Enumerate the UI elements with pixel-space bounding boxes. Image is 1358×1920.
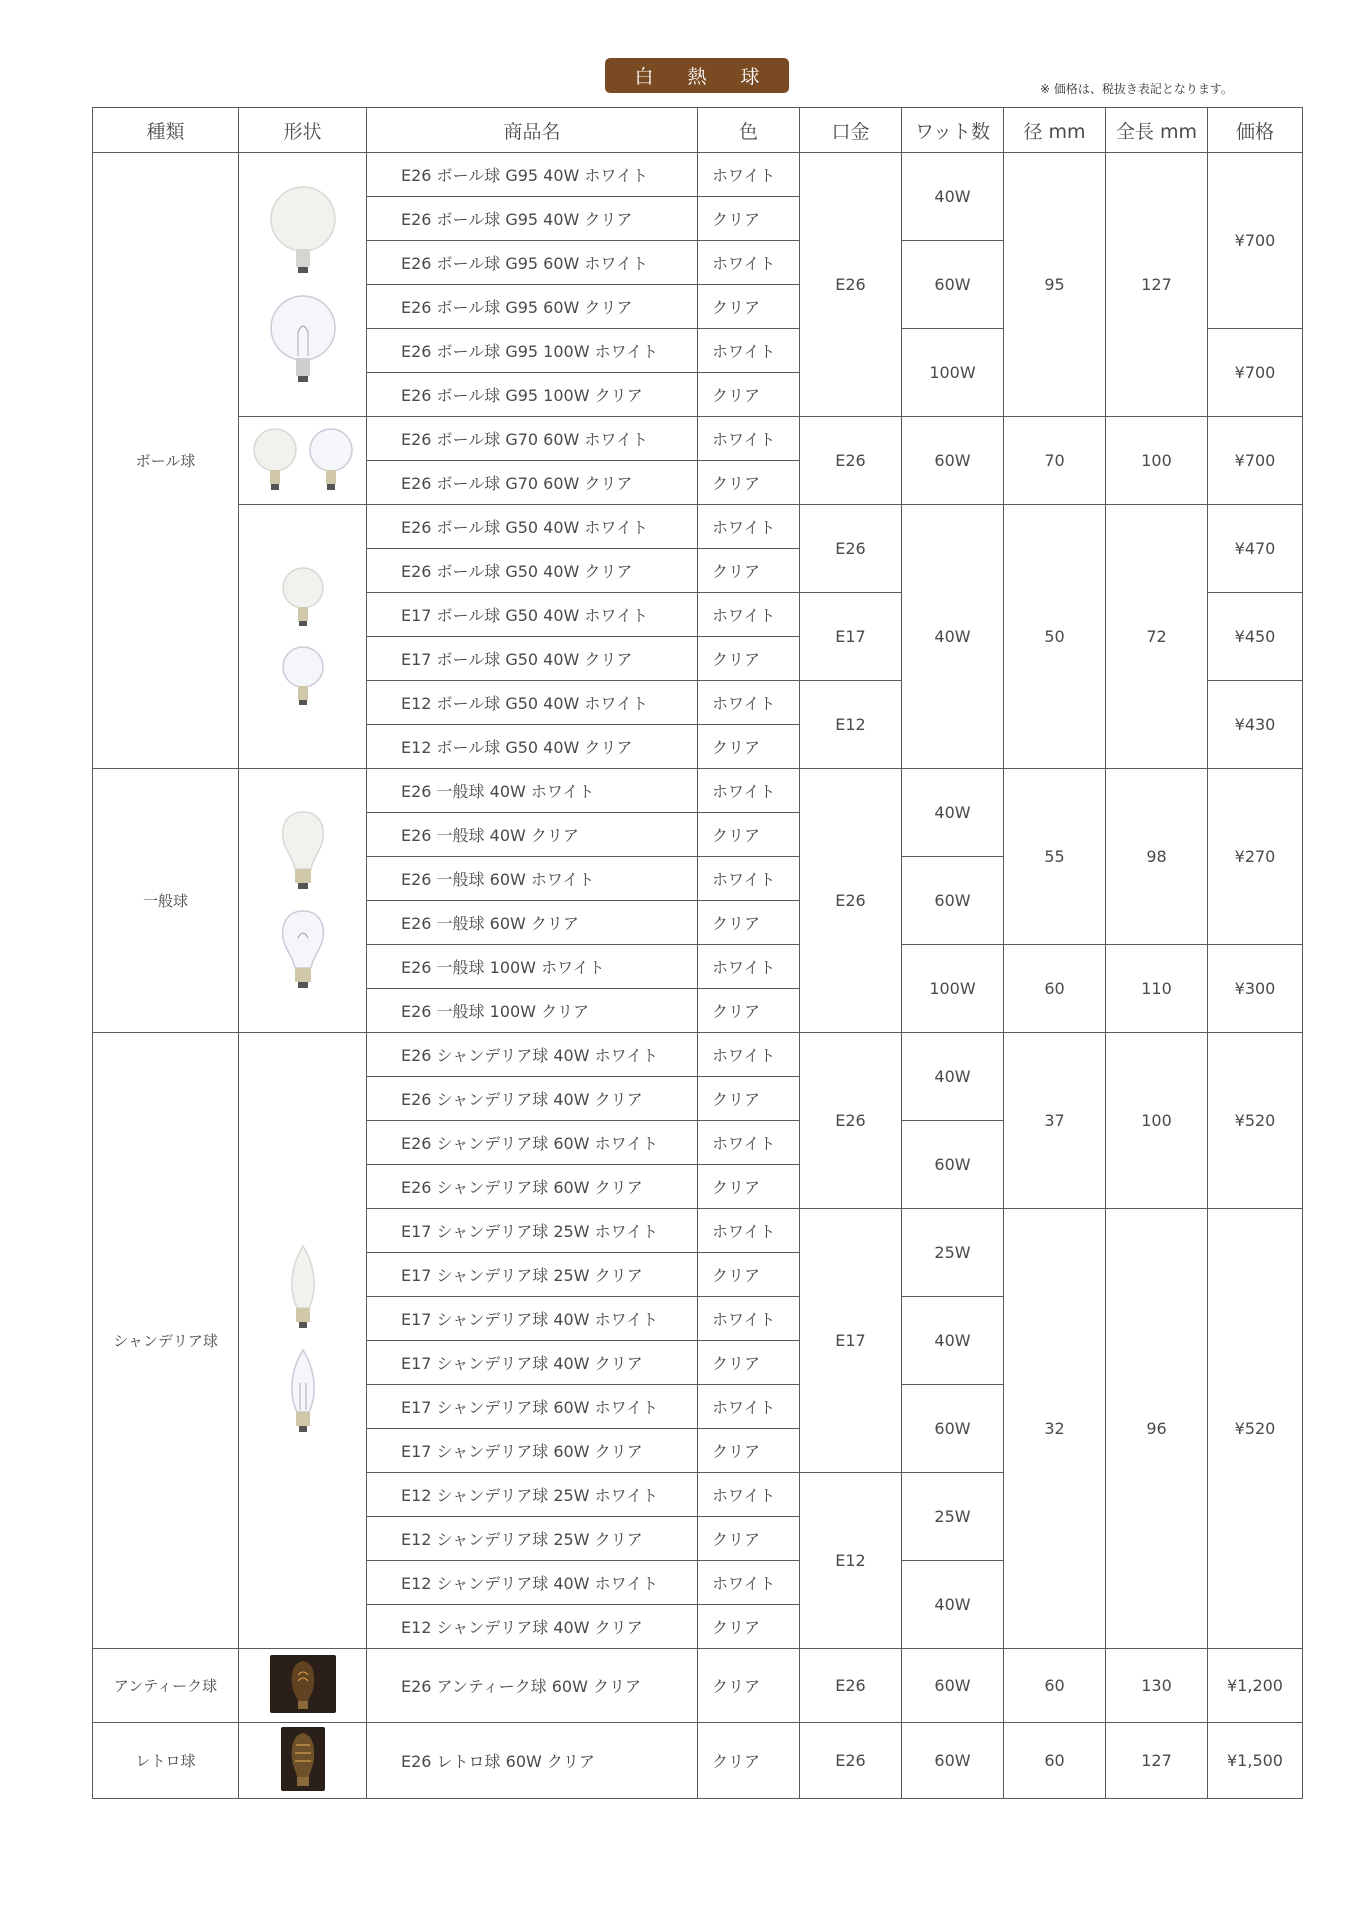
product-name: E26 一般球 100W クリア xyxy=(367,989,698,1033)
product-name: E26 シャンデリア球 40W ホワイト xyxy=(367,1033,698,1077)
diameter-cell: 70 xyxy=(1004,417,1106,505)
product-color: クリア xyxy=(698,1605,800,1649)
price-cell: ¥1,200 xyxy=(1208,1649,1303,1723)
bulb-g70-clear-icon xyxy=(308,426,354,496)
product-name: E26 ボール球 G95 40W クリア xyxy=(367,197,698,241)
col-header-diameter: 径 mm xyxy=(1004,108,1106,153)
product-color: クリア xyxy=(698,197,800,241)
product-name: E26 ボール球 G95 100W ホワイト xyxy=(367,329,698,373)
shape-cell xyxy=(239,1033,367,1649)
diameter-cell: 55 xyxy=(1004,769,1106,945)
price-cell: ¥470 xyxy=(1208,505,1303,593)
product-name: E12 シャンデリア球 25W クリア xyxy=(367,1517,698,1561)
category-antique: アンティーク球 xyxy=(93,1649,239,1723)
product-color: ホワイト xyxy=(698,769,800,813)
wattage-cell: 100W xyxy=(902,329,1004,417)
length-cell: 72 xyxy=(1106,505,1208,769)
wattage-cell: 60W xyxy=(902,241,1004,329)
diameter-cell: 32 xyxy=(1004,1209,1106,1649)
wattage-cell: 60W xyxy=(902,1385,1004,1473)
product-color: クリア xyxy=(698,1077,800,1121)
product-color: クリア xyxy=(698,1649,800,1723)
product-name: E26 ボール球 G50 40W クリア xyxy=(367,549,698,593)
diameter-cell: 60 xyxy=(1004,1723,1106,1799)
product-name: E26 ボール球 G95 100W クリア xyxy=(367,373,698,417)
shape-cell xyxy=(239,505,367,769)
product-name: E12 シャンデリア球 25W ホワイト xyxy=(367,1473,698,1517)
table-header-row xyxy=(93,108,1303,153)
product-color: クリア xyxy=(698,725,800,769)
wattage-cell: 40W xyxy=(902,769,1004,857)
product-color: クリア xyxy=(698,1723,800,1799)
wattage-cell: 60W xyxy=(902,417,1004,505)
price-cell: ¥520 xyxy=(1208,1033,1303,1209)
bulb-a-white-icon xyxy=(278,809,328,894)
length-cell: 110 xyxy=(1106,945,1208,1033)
product-color: ホワイト xyxy=(698,1209,800,1253)
product-color: ホワイト xyxy=(698,1385,800,1429)
table-row xyxy=(93,1723,1303,1799)
base-cell: E26 xyxy=(800,1033,902,1209)
product-color: クリア xyxy=(698,901,800,945)
wattage-cell: 40W xyxy=(902,1297,1004,1385)
wattage-cell: 40W xyxy=(902,153,1004,241)
product-color: クリア xyxy=(698,637,800,681)
product-name: E17 シャンデリア球 40W ホワイト xyxy=(367,1297,698,1341)
product-name: E26 アンティーク球 60W クリア xyxy=(367,1649,698,1723)
bulb-g50-white-icon xyxy=(278,565,328,630)
product-name: E17 ボール球 G50 40W ホワイト xyxy=(367,593,698,637)
table-row xyxy=(93,153,1303,197)
table-row xyxy=(93,1649,1303,1723)
product-color: クリア xyxy=(698,1341,800,1385)
bulb-spec-table xyxy=(92,107,1303,1799)
product-name: E12 ボール球 G50 40W クリア xyxy=(367,725,698,769)
wattage-cell: 60W xyxy=(902,857,1004,945)
shape-cell xyxy=(239,769,367,1033)
col-header-color: 色 xyxy=(698,108,800,153)
shape-cell xyxy=(239,1649,367,1723)
wattage-cell: 60W xyxy=(902,1121,1004,1209)
product-name: E17 シャンデリア球 25W クリア xyxy=(367,1253,698,1297)
product-color: クリア xyxy=(698,1517,800,1561)
product-name: E26 一般球 40W クリア xyxy=(367,813,698,857)
product-name: E26 一般球 100W ホワイト xyxy=(367,945,698,989)
product-color: ホワイト xyxy=(698,1473,800,1517)
wattage-cell: 60W xyxy=(902,1723,1004,1799)
product-name: E17 シャンデリア球 60W クリア xyxy=(367,1429,698,1473)
product-color: ホワイト xyxy=(698,857,800,901)
product-name: E26 シャンデリア球 40W クリア xyxy=(367,1077,698,1121)
price-cell: ¥700 xyxy=(1208,153,1303,329)
product-name: E12 シャンデリア球 40W クリア xyxy=(367,1605,698,1649)
col-header-length: 全長 mm xyxy=(1106,108,1208,153)
product-color: ホワイト xyxy=(698,153,800,197)
col-header-price: 価格 xyxy=(1208,108,1303,153)
product-name: E17 シャンデリア球 25W ホワイト xyxy=(367,1209,698,1253)
product-color: ホワイト xyxy=(698,593,800,637)
shape-cell xyxy=(239,153,367,417)
price-cell: ¥300 xyxy=(1208,945,1303,1033)
section-title: 白 熱 球 xyxy=(634,66,774,88)
product-name: E26 ボール球 G70 60W ホワイト xyxy=(367,417,698,461)
base-cell: E17 xyxy=(800,1209,902,1473)
wattage-cell: 40W xyxy=(902,1561,1004,1649)
diameter-cell: 50 xyxy=(1004,505,1106,769)
product-name: E26 ボール球 G50 40W ホワイト xyxy=(367,505,698,549)
col-header-base: 口金 xyxy=(800,108,902,153)
col-header-type: 種類 xyxy=(93,108,239,153)
diameter-cell: 37 xyxy=(1004,1033,1106,1209)
product-color: ホワイト xyxy=(698,681,800,725)
product-color: クリア xyxy=(698,549,800,593)
category-general: 一般球 xyxy=(93,769,239,1033)
shape-cell xyxy=(239,417,367,505)
wattage-cell: 100W xyxy=(902,945,1004,1033)
product-name: E26 ボール球 G95 60W ホワイト xyxy=(367,241,698,285)
product-color: クリア xyxy=(698,373,800,417)
price-cell: ¥450 xyxy=(1208,593,1303,681)
table-row xyxy=(93,1033,1303,1077)
product-color: ホワイト xyxy=(698,241,800,285)
base-cell: E26 xyxy=(800,1723,902,1799)
table-row xyxy=(93,769,1303,813)
product-color: ホワイト xyxy=(698,1033,800,1077)
length-cell: 98 xyxy=(1106,769,1208,945)
product-name: E26 ボール球 G95 60W クリア xyxy=(367,285,698,329)
product-color: クリア xyxy=(698,285,800,329)
price-cell: ¥700 xyxy=(1208,417,1303,505)
product-color: ホワイト xyxy=(698,1121,800,1165)
product-name: E26 一般球 60W クリア xyxy=(367,901,698,945)
base-cell: E26 xyxy=(800,505,902,593)
table-row xyxy=(93,505,1303,549)
product-name: E26 一般球 40W ホワイト xyxy=(367,769,698,813)
wattage-cell: 25W xyxy=(902,1473,1004,1561)
price-cell: ¥700 xyxy=(1208,329,1303,417)
product-color: クリア xyxy=(698,1165,800,1209)
wattage-cell: 60W xyxy=(902,1649,1004,1723)
tax-note: ※ 価格は、税抜き表記となります。 xyxy=(1040,82,1233,96)
col-header-wattage: ワット数 xyxy=(902,108,1004,153)
product-color: クリア xyxy=(698,989,800,1033)
bulb-g95-white-icon xyxy=(268,183,338,278)
price-cell: ¥430 xyxy=(1208,681,1303,769)
category-retro: レトロ球 xyxy=(93,1723,239,1799)
wattage-cell: 40W xyxy=(902,1033,1004,1121)
base-cell: E12 xyxy=(800,1473,902,1649)
length-cell: 127 xyxy=(1106,1723,1208,1799)
product-color: ホワイト xyxy=(698,1561,800,1605)
col-header-shape: 形状 xyxy=(239,108,367,153)
col-header-product: 商品名 xyxy=(367,108,698,153)
bulb-candle-clear-icon xyxy=(283,1348,323,1438)
product-name: E26 一般球 60W ホワイト xyxy=(367,857,698,901)
product-name: E26 レトロ球 60W クリア xyxy=(367,1723,698,1799)
product-color: ホワイト xyxy=(698,945,800,989)
bulb-g95-clear-icon xyxy=(268,292,338,387)
diameter-cell: 60 xyxy=(1004,945,1106,1033)
bulb-candle-white-icon xyxy=(283,1244,323,1334)
diameter-cell: 95 xyxy=(1004,153,1106,417)
length-cell: 100 xyxy=(1106,1033,1208,1209)
shape-cell xyxy=(239,1723,367,1799)
diameter-cell: 60 xyxy=(1004,1649,1106,1723)
base-cell: E12 xyxy=(800,681,902,769)
base-cell: E26 xyxy=(800,417,902,505)
product-name: E26 ボール球 G95 40W ホワイト xyxy=(367,153,698,197)
antique-bulb-photo-icon xyxy=(270,1655,336,1713)
product-name: E12 シャンデリア球 40W ホワイト xyxy=(367,1561,698,1605)
price-cell: ¥270 xyxy=(1208,769,1303,945)
section-title-badge xyxy=(605,58,789,93)
base-cell: E17 xyxy=(800,593,902,681)
product-name: E17 ボール球 G50 40W クリア xyxy=(367,637,698,681)
length-cell: 96 xyxy=(1106,1209,1208,1649)
table-row xyxy=(93,417,1303,461)
length-cell: 127 xyxy=(1106,153,1208,417)
length-cell: 100 xyxy=(1106,417,1208,505)
bulb-a-clear-icon xyxy=(278,908,328,993)
product-color: ホワイト xyxy=(698,1297,800,1341)
product-name: E17 シャンデリア球 40W クリア xyxy=(367,1341,698,1385)
price-cell: ¥1,500 xyxy=(1208,1723,1303,1799)
product-color: クリア xyxy=(698,1429,800,1473)
wattage-cell: 25W xyxy=(902,1209,1004,1297)
product-color: クリア xyxy=(698,813,800,857)
bulb-g50-clear-icon xyxy=(278,644,328,709)
retro-bulb-photo-icon xyxy=(281,1727,325,1791)
product-color: クリア xyxy=(698,1253,800,1297)
bulb-g70-white-icon xyxy=(252,426,298,496)
category-chandelier: シャンデリア球 xyxy=(93,1033,239,1649)
product-color: クリア xyxy=(698,461,800,505)
base-cell: E26 xyxy=(800,1649,902,1723)
wattage-cell: 40W xyxy=(902,505,1004,769)
product-name: E26 シャンデリア球 60W クリア xyxy=(367,1165,698,1209)
product-name: E17 シャンデリア球 60W ホワイト xyxy=(367,1385,698,1429)
product-color: ホワイト xyxy=(698,505,800,549)
product-name: E12 ボール球 G50 40W ホワイト xyxy=(367,681,698,725)
product-name: E26 シャンデリア球 60W ホワイト xyxy=(367,1121,698,1165)
product-color: ホワイト xyxy=(698,417,800,461)
base-cell: E26 xyxy=(800,769,902,1033)
category-ball: ボール球 xyxy=(93,153,239,769)
product-name: E26 ボール球 G70 60W クリア xyxy=(367,461,698,505)
product-color: ホワイト xyxy=(698,329,800,373)
base-cell: E26 xyxy=(800,153,902,417)
length-cell: 130 xyxy=(1106,1649,1208,1723)
price-cell: ¥520 xyxy=(1208,1209,1303,1649)
